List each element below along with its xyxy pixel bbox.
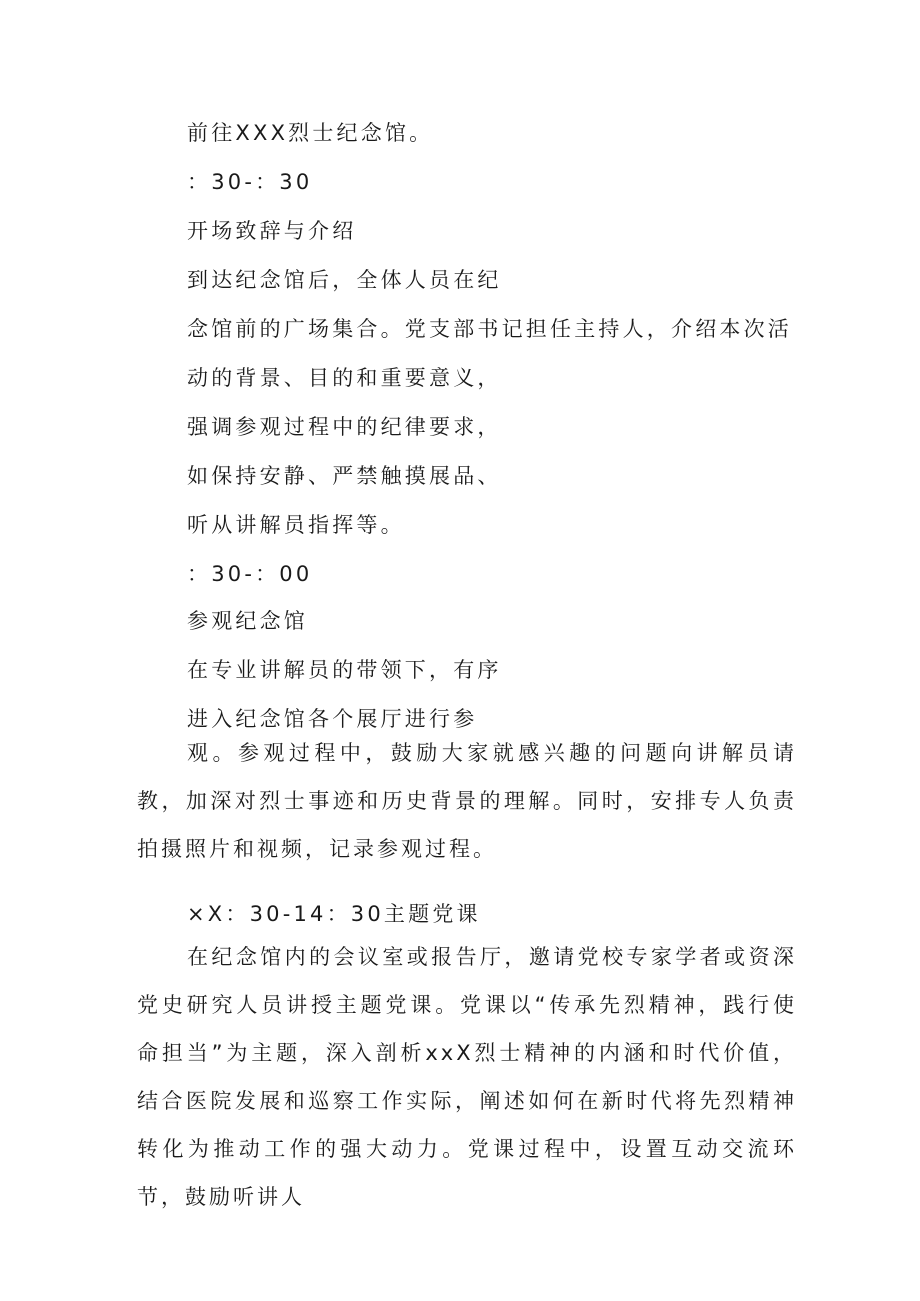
text-line: 念馆前的广场集合。党支部书记担任主持人，介绍本次活: [187, 317, 792, 341]
section-title-visit: 参观纪念馆: [187, 609, 308, 633]
text-line: 如保持安静、严禁触摸展品、: [187, 464, 502, 488]
section-heading-party-lecture: ×X：30-14：30主题党课: [187, 902, 481, 926]
text-line: 在专业讲解员的带领下，有序: [187, 658, 502, 682]
line-go-to-memorial: 前往XXX烈士纪念馆。: [187, 121, 434, 145]
text-line: 进入纪念馆各个展厅进行参: [187, 707, 478, 731]
text-line: 听从讲解员指挥等。: [187, 513, 405, 537]
paragraph-party-lecture: 在纪念馆内的会议室或报告厅，邀请党校专家学者或资深党史研究人员讲授主题党课。党课以“传承先烈精神，践行使命担当”为主题，深入剖析xxX烈士精神的内涵和时代价值，结合医院发展和巡察工作实际，阐述如何在新时代将先烈精神转化为推动工作的强大动力。党课过程中，设置互动交流环节，鼓励听讲人: [137, 945, 797, 1209]
time-slot-2: ：30-：00: [187, 562, 313, 586]
section-title-opening: 开场致辞与介绍: [187, 219, 357, 243]
text-line: 到达纪念馆后，全体人员在纪: [187, 268, 502, 292]
time-slot-1: ：30-：30: [187, 170, 313, 194]
text-line: 动的背景、目的和重要意义，: [187, 366, 502, 390]
text-line: 强调参观过程中的纪律要求，: [187, 415, 502, 439]
paragraph-visit: 观。参观过程中，鼓励大家就感兴趣的问题向讲解员请教，加深对烈士事迹和历史背景的理解。同时，安排专人负责拍摄照片和视频，记录参观过程。: [137, 741, 797, 861]
